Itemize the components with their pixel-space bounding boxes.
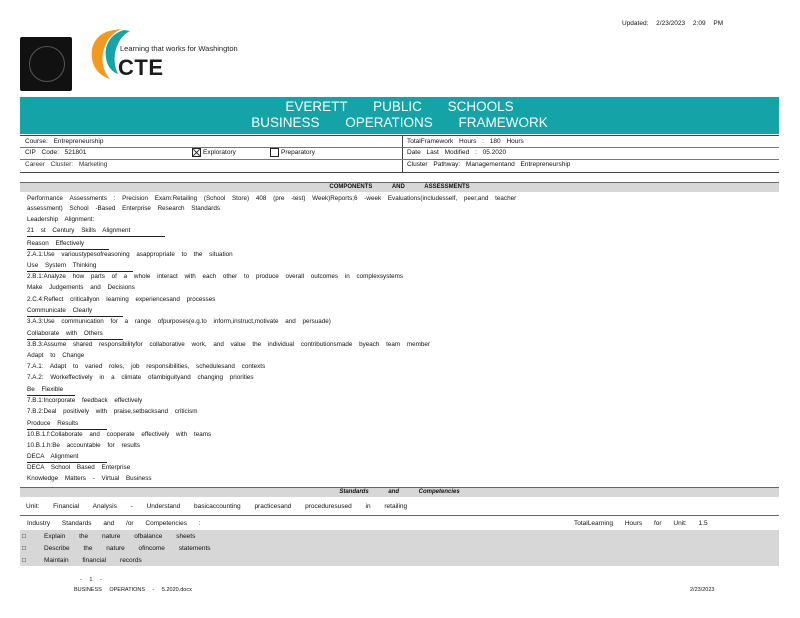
competency-item: Describe the nature ofincome statements [44, 545, 211, 552]
exploratory-checkbox[interactable] [192, 148, 201, 157]
deca-heading: DECA Alignment [27, 453, 79, 460]
bullet-icon: □ [22, 533, 26, 540]
flex-item-1: 7.B.1:Incorporate feedback effectively [27, 397, 143, 404]
course-header-table [20, 135, 779, 173]
banner-line-2: BUSINESS OPERATIONS FRAMEWORK [251, 115, 548, 130]
results-heading: Produce Results [27, 420, 79, 427]
competency-item: Maintain financial records [44, 557, 142, 564]
total-learning-hours: TotalLearning Hours for Unit: 1.5 [574, 520, 708, 527]
preparatory-checkbox[interactable] [270, 148, 279, 157]
century-skills-heading: 21 st Century Skills Alignment [27, 227, 131, 234]
bullet-icon: □ [22, 545, 26, 552]
page-number: - 1 - [80, 577, 102, 583]
standards-section-header: Standards and Competencies [20, 487, 779, 497]
bullet-icon: □ [22, 557, 26, 564]
competency-item: Explain the nature ofbalance sheets [44, 533, 196, 540]
skill-heading: Reason Effectively [27, 240, 85, 247]
unit-description: Unit: Financial Analysis - Understand basicaccounting practicesand proceduresused in retailing [26, 503, 408, 510]
components-section-header: COMPONENTS AND ASSESSMENTS [20, 182, 779, 192]
cte-logo-swoosh [84, 26, 254, 82]
district-seal-logo [20, 37, 72, 91]
deca-item-1: DECA School Based Enterprise [27, 464, 131, 471]
updated-timestamp: Updated: 2/23/2023 2:09 PM [622, 20, 724, 27]
performance-line-1: Performance Assessments : Precision Exam:Retailing (School Store) 408 (pre -test) Week)Reports;6 -week Evaluations(includesself, peer,and teacher [27, 195, 517, 202]
flex-item-2: 7.B.2:Deal positively with praise,setbacksand criticism [27, 408, 198, 415]
banner-line-1: EVERETT PUBLIC SCHOOLS [285, 99, 514, 114]
total-framework-hours: TotalFramework Hours : 180 Hours [407, 138, 524, 145]
flex-heading: Be Flexible [27, 386, 64, 393]
date-last-modified: Date Last Modified : 05.2020 [407, 149, 507, 156]
skill-heading: Make Judgements and Decisions [27, 284, 135, 291]
document-name: BUSINESS OPERATIONS - 5.2020.docx [74, 587, 192, 593]
adapt-item-2: 7.A.2: Workeffectively in a climate ofambiguityand changing priorities [27, 374, 254, 381]
performance-line-2: assessment) School -Based Enterprise Research Standards [27, 205, 220, 212]
cluster-pathway: Cluster Pathway: Managementand Entrepreneurship [407, 161, 571, 168]
results-item-1: 10.B.1.f:Collaborate and cooperate effectively with teams [27, 431, 212, 438]
adapt-item-1: 7.A.1: Adapt to varied roles, job responsibilities, schedulesand contexts [27, 363, 266, 370]
cip-code: CIP Code: 521801 [25, 149, 87, 156]
skill-text: 3.B.3:Assume shared responsibilityfor collaborative work, and value the individual contributionsmade byeach team member [27, 341, 431, 348]
competency-list [20, 530, 779, 566]
footer-date: 2/23/2023 [690, 587, 715, 593]
industry-standards-header: Industry Standards and /or Competencies : [27, 520, 201, 527]
adapt-heading: Adapt to Change [27, 352, 85, 359]
skill-heading: Use System Thinking [27, 262, 97, 269]
preparatory-option[interactable]: Preparatory [270, 148, 315, 157]
skill-heading: Collaborate with Others [27, 330, 103, 337]
cte-wordmark: CTE [118, 55, 164, 80]
results-item-2: 10.B.1.h:Be accountable for results [27, 442, 141, 449]
skill-text: 2.A.1:Use varioustypesofreasoning asappropriate to the situation [27, 251, 233, 258]
skill-text: 3.A.3:Use communication for a range ofpurposes(e.g.to inform,instruct,motivate and persuade) [27, 318, 331, 325]
skill-heading: Communicate Clearly [27, 307, 93, 314]
career-cluster: Career Cluster: Marketing [25, 161, 108, 168]
title-banner [20, 97, 779, 134]
deca-item-2: Knowledge Matters - Virtual Business [27, 475, 152, 482]
exploratory-option[interactable]: Exploratory [192, 148, 236, 157]
skill-text: 2.C.4:Reflect criticallyon learning experiencesand processes [27, 296, 216, 303]
cte-tagline: Learning that works for Washington [120, 44, 238, 53]
skill-text: 2.B.1:Analyze how parts of a whole interact with each other to produce overall outcomes in complexsystems [27, 273, 404, 280]
leadership-alignment: Leadership Alignment: [27, 216, 95, 223]
course-name: Course: Entrepreneurship [25, 138, 104, 145]
